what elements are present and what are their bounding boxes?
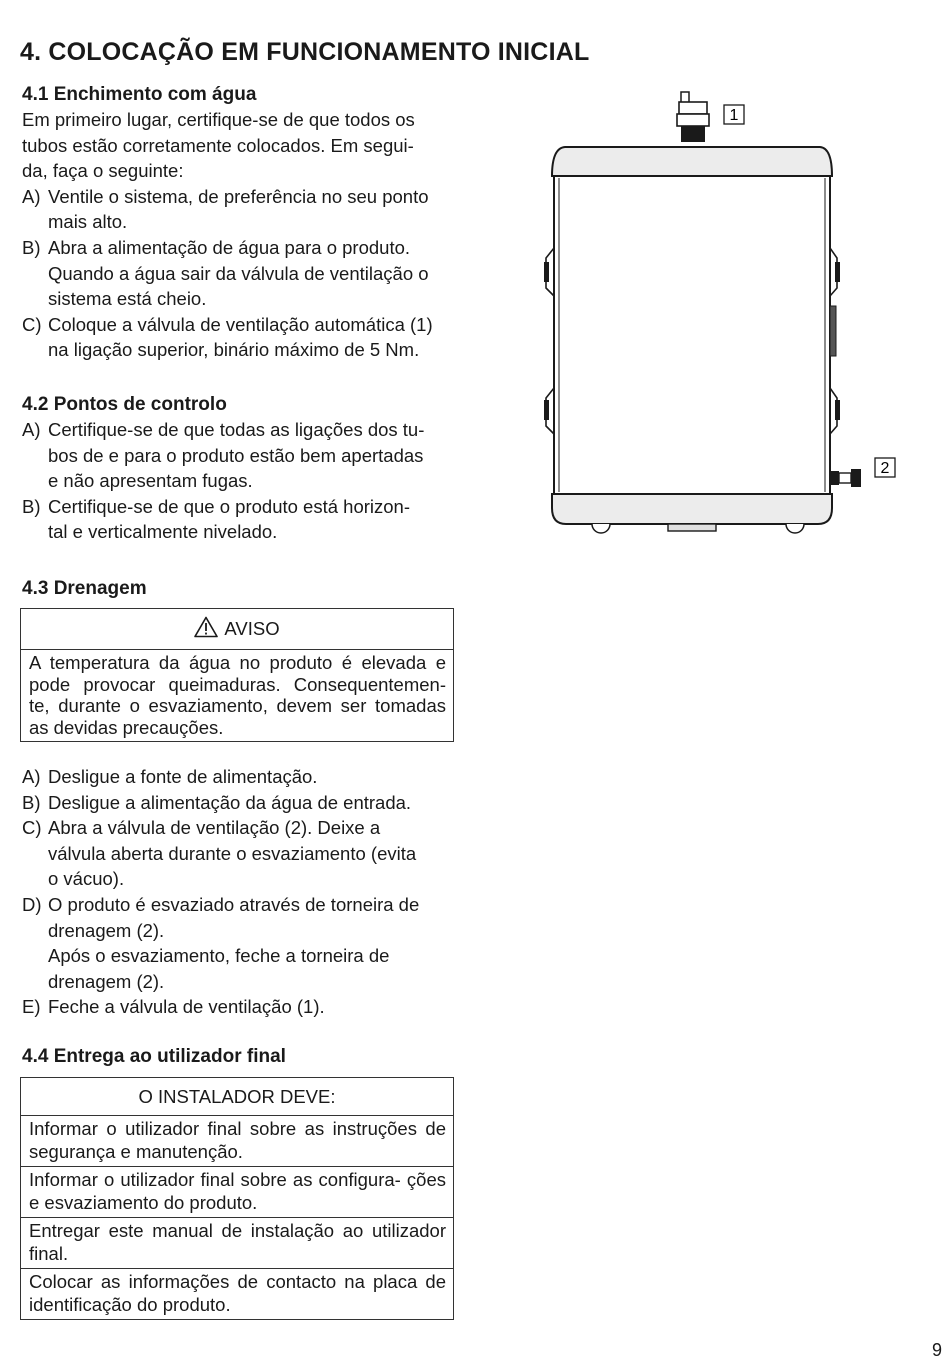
list-item [22, 764, 454, 790]
list-marker: B) [22, 236, 41, 258]
list-marker: D) [22, 893, 42, 915]
text-line: e não apresentam fugas. [48, 470, 253, 492]
text-line: válvula aberta durante o esvaziamento (evita [48, 842, 417, 864]
list-item [22, 184, 454, 235]
text-line: Abra a alimentação de água para o produto. [48, 236, 411, 258]
text-line: Após o esvaziamento, feche a torneira de [48, 945, 390, 967]
text-line: da, faça o seguinte: [22, 160, 184, 182]
text-line: na ligação superior, binário máximo de 5 Nm. [48, 339, 420, 361]
page-number: 9 [931, 1340, 942, 1360]
text-line: drenagem (2). [48, 970, 165, 992]
list-item [22, 892, 454, 994]
text-line: o vácuo). [48, 868, 125, 890]
warning-triangle-icon [194, 616, 218, 643]
section-4-1 [22, 82, 454, 363]
text-line: O produto é esvaziado através de torneira de [48, 893, 420, 915]
list-item [22, 815, 454, 892]
section-heading: 4.4 Entrega ao utilizador final [22, 1046, 286, 1067]
warning-text: A temperatura da água no produto é elevada e pode provocar queimaduras. Consequentemen- te, durante o esvaziamento, devem ser tomadas as devidas precauções. [29, 652, 446, 738]
step-list [22, 184, 454, 363]
table-row: Colocar as informações de contacto na placa de identificação do produto. [29, 1271, 446, 1315]
drain-tap-icon [831, 469, 861, 487]
list-marker: B) [22, 495, 41, 517]
drain-step-list [22, 764, 454, 1020]
text-line: Quando a água sair da válvula de ventilação o [48, 262, 429, 284]
text-line: Feche a válvula de ventilação (1). [48, 996, 325, 1018]
list-item [22, 994, 454, 1020]
step-list [22, 764, 454, 1020]
section-4-2 [22, 392, 454, 545]
list-marker: A) [22, 766, 41, 787]
section-4-4 [22, 1044, 454, 1069]
table-row: Informar o utilizador final sobre as configura- ções e esvaziamento do produto. [21, 1167, 453, 1218]
callout-2-label: 2 [880, 460, 890, 477]
page-title: 4. COLOCAÇÃO EM FUNCIONAMENTO INICIAL [20, 38, 590, 66]
text-line: Em primeiro lugar, certifique-se de que todos os [22, 109, 415, 130]
text-line: Certifique-se de que todas as ligações dos tu- [48, 419, 425, 440]
section-heading: 4.3 Drenagem [22, 578, 147, 599]
callout-1-label: 1 [729, 107, 739, 124]
text-line: sistema está cheio. [48, 288, 207, 310]
list-item [22, 494, 454, 545]
text-line: tal e verticalmente nivelado. [48, 521, 278, 543]
list-marker: C) [22, 817, 42, 839]
table-header: O INSTALADOR DEVE: [21, 1078, 453, 1116]
text-line: tubos estão corretamente colocados. Em segui- [22, 134, 414, 156]
section-heading: 4.1 Enchimento com água [22, 84, 257, 105]
table-row: Informar o utilizador final sobre as instruções de segurança e manutenção. [21, 1116, 453, 1167]
text-line: bos de e para o produto estão bem apertadas [48, 444, 424, 466]
vent-valve-icon [677, 92, 709, 142]
check-list [22, 417, 454, 545]
list-item [22, 417, 454, 494]
text-line: mais alto. [48, 211, 128, 233]
text-line: Desligue a fonte de alimentação. [48, 766, 318, 787]
intro-paragraph [22, 107, 454, 184]
list-marker: A) [22, 419, 41, 440]
table-row: Entregar este manual de instalação ao utilizador final. [21, 1218, 453, 1269]
text-line: Coloque a válvula de ventilação automática (1) [48, 313, 433, 335]
list-marker: B) [22, 791, 41, 813]
text-line: drenagem (2). [48, 919, 165, 941]
installer-table [20, 1077, 454, 1320]
warning-header [21, 609, 453, 650]
warning-title: AVISO [224, 618, 280, 639]
list-item [22, 790, 454, 816]
section-4-3 [22, 576, 454, 601]
text-line: Certifique-se de que o produto está horizon- [48, 495, 410, 517]
list-marker: C) [22, 313, 42, 335]
list-item [22, 235, 454, 312]
text-line: Abra a válvula de ventilação (2). Deixe a [48, 817, 381, 839]
list-marker: E) [22, 996, 41, 1018]
warning-box [20, 608, 454, 742]
text-line: Ventile o sistema, de preferência no seu ponto [48, 185, 429, 207]
text-line: Desligue a alimentação da água de entrada. [48, 791, 412, 813]
product-figure [540, 88, 910, 543]
list-marker: A) [22, 185, 41, 207]
section-heading: 4.2 Pontos de controlo [22, 394, 227, 415]
list-item [22, 312, 454, 363]
